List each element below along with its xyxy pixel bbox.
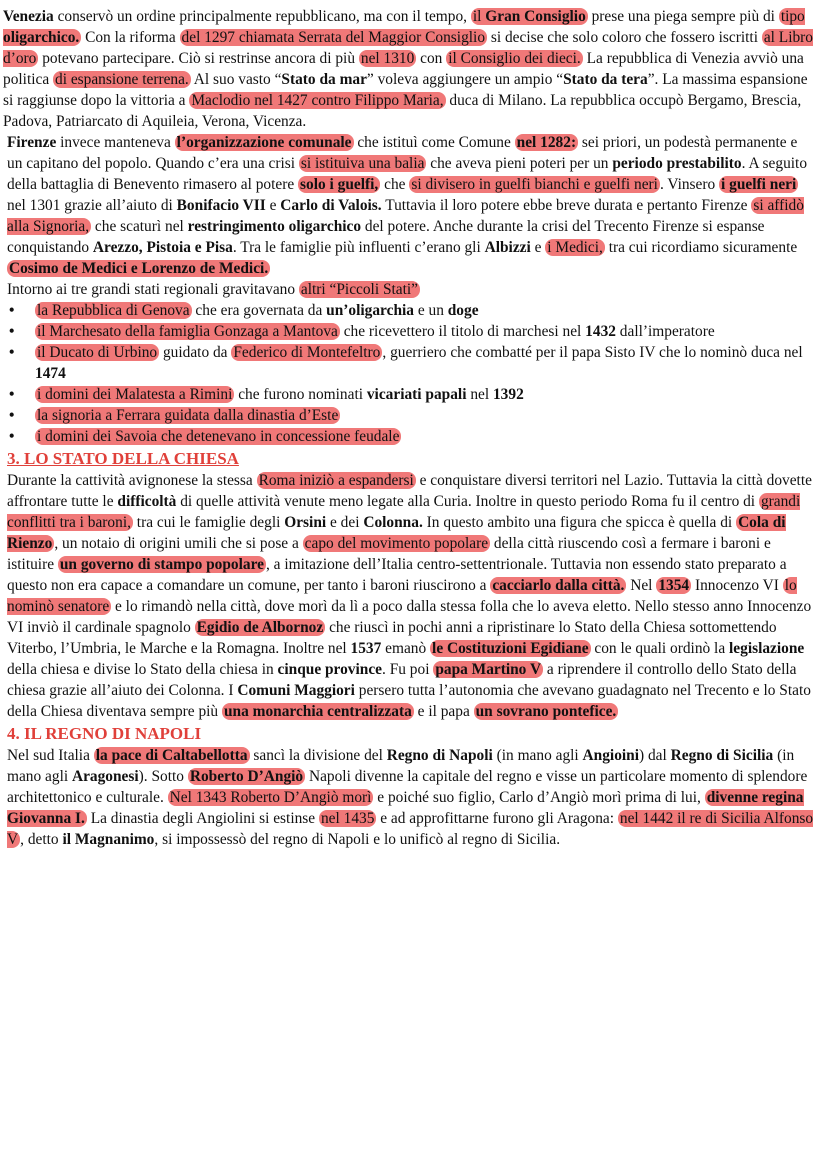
text-run: che ricevettero il titolo di marchesi nel — [339, 323, 586, 340]
text-run: La repubblica di Venezia avviò una politica — [3, 50, 804, 88]
text-run: e lo rimandò nella città, dove morì da lì a poco dalla stessa folla che lo aveva eletto. Nello stesso anno Innocenzo VI inviò il cardinale spagnolo — [7, 598, 812, 636]
bold-text: 1474 — [35, 365, 66, 382]
text-run: della città riuscendo così a fermare i baroni e istituire — [7, 535, 771, 573]
text-run: duca di Milano. La repubblica occupò Bergamo, Brescia, Padova, Patriarcato di Aquileia, Verona, Vicenza. — [3, 92, 802, 130]
bold-text: 1537 — [350, 640, 382, 657]
text-run: Innocenzo VI — [691, 577, 783, 594]
paragraph-chiesa — [3, 470, 816, 722]
bold-text: un’oligarchia — [326, 302, 414, 319]
text-run: , si impossessò del regno di Napoli e lo unificò al regno di Sicilia. — [154, 831, 561, 848]
bold-text: Arezzo, Pistoia e Pisa — [92, 239, 233, 256]
highlighted-text: la signoria a Ferrara guidata dalla dinastia d’Este — [37, 407, 339, 424]
text-run: Nel — [626, 577, 657, 594]
highlighted-text: i domini dei Malatesta a Rimini — [37, 386, 233, 403]
text-run: nel — [466, 386, 493, 403]
text-run: In questo ambito una figura che spicca è quella di — [422, 514, 737, 531]
text-run: che furono nominati — [234, 386, 367, 403]
list-item — [9, 426, 816, 447]
text-run: e un — [413, 302, 448, 319]
text-run: sancì la divisione del — [249, 747, 387, 764]
bold-text: vicariati papali — [366, 386, 467, 403]
text-run: dall’imperatore — [615, 323, 715, 340]
paragraph-piccoli-stati — [3, 279, 816, 300]
text-run: nel 1301 grazie all’aiuto di — [7, 197, 177, 214]
bold-text: restringimento oligarchico — [187, 218, 362, 235]
text-run: Tuttavia il loro potere ebbe breve durata e pertanto Firenze — [381, 197, 752, 214]
highlighted-text: il Consiglio dei dieci. — [448, 50, 581, 67]
paragraph-napoli — [3, 745, 816, 850]
highlighted-text: si istituiva una balia — [300, 155, 425, 172]
text-run: conservò un ordine principalmente repubblicano, ma con il tempo, — [53, 8, 471, 25]
highlighted-text: Maclodio nel 1427 contro Filippo Maria, — [191, 92, 444, 109]
highlighted-text: i guelfi neri — [721, 176, 797, 193]
bold-text: legislazione — [729, 640, 805, 657]
text-run: Durante la cattività avignonese la stessa — [7, 472, 257, 489]
bold-text: Stato da mar — [281, 71, 367, 88]
list-item — [9, 300, 816, 321]
highlighted-text: al Libro d’oro — [3, 29, 813, 67]
bold-text: Albizzi — [484, 239, 531, 256]
paragraph-venezia — [3, 6, 816, 132]
bold-text: Firenze — [7, 134, 57, 151]
list-item — [9, 342, 816, 384]
highlighted-text: il Ducato di Urbino — [37, 344, 158, 361]
text-run: e conquistare diversi territori nel Lazio. Tuttavia la città dovette affrontare tutte le — [7, 472, 812, 510]
highlighted-text: del 1297 chiamata Serrata del Maggior Consiglio — [181, 29, 486, 46]
text-run: ” voleva aggiungere un ampio “ — [366, 71, 564, 88]
text-run: (in mano agli — [492, 747, 583, 764]
highlighted-text: 1354 — [658, 577, 690, 594]
list-item — [9, 384, 816, 405]
text-run: della chiesa e divise lo Stato della chiesa in — [7, 661, 278, 678]
highlighted-text: si divisero in guelfi bianchi e guelfi neri — [411, 176, 658, 193]
highlighted-text: i domini dei Savoia che detenevano in concessione feudale — [37, 428, 400, 445]
text-run: e il papa — [413, 703, 474, 720]
highlighted-text: altri “Piccoli Stati” — [300, 281, 419, 298]
highlighted-text: le Costituzioni Egidiane — [432, 640, 589, 657]
bold-text: Colonna. — [363, 514, 423, 531]
text-run: a riprendere il controllo dello Stato della chiesa grazie all’aiuto dei Colonna. I — [7, 661, 797, 699]
highlighted-text: divenne regina Giovanna I. — [7, 789, 804, 827]
bold-text: difficoltà — [117, 493, 177, 510]
text-run: che era governata da — [191, 302, 327, 319]
piccoli-stati-list — [3, 300, 816, 447]
text-run: emanò — [381, 640, 431, 657]
text-run: e — [530, 239, 546, 256]
text-run: Napoli divenne la capitale del regno e visse un particolare momento di splendore architettonico e culturale. — [7, 768, 808, 806]
text-run: , un notaio di origini umili che si pose a — [54, 535, 303, 552]
text-run: invece manteneva — [56, 134, 175, 151]
text-run: , detto — [20, 831, 63, 848]
bold-text: Stato da tera — [563, 71, 648, 88]
highlighted-text: Federico di Montefeltro — [233, 344, 381, 361]
text-run: , guerriero che combatté per il papa Sisto IV che lo nominò duca nel — [382, 344, 803, 361]
text-run: . Tra le famiglie più influenti c’erano gli — [232, 239, 485, 256]
bold-text: periodo prestabilito — [612, 155, 742, 172]
text-run: ). Sotto — [138, 768, 188, 785]
heading-stato-chiesa: 3. LO STATO DELLA CHIESA — [7, 449, 239, 468]
highlighted-text: l’organizzazione comunale — [176, 134, 352, 151]
text-run: del potere. Anche durante la crisi del Trecento Firenze si espanse conquistando — [7, 218, 765, 256]
highlighted-text: Roberto D’Angiò — [189, 768, 304, 785]
highlighted-text: i Medici, — [547, 239, 603, 256]
highlighted-text: Nel 1343 Roberto D’Angiò morì — [169, 789, 372, 806]
text-run: che — [380, 176, 410, 193]
text-run: prese una piega sempre più di — [587, 8, 779, 25]
text-run: sei priori, un podestà permanente e un capitano del popolo. Quando c’era una crisi — [7, 134, 798, 172]
text-run: . A seguito della battaglia di Benevento rimasero al potere — [7, 155, 808, 193]
bold-text: Bonifacio VII — [176, 197, 266, 214]
text-run: e poiché suo figlio, Carlo d’Angiò morì prima di lui, — [373, 789, 705, 806]
bold-text: cinque province — [277, 661, 382, 678]
text-run: Al suo vasto “ — [190, 71, 282, 88]
bold-text: Comuni Maggiori — [237, 682, 355, 699]
highlighted-text: il Gran Consiglio — [472, 8, 586, 25]
highlighted-text: Roma iniziò a espandersi — [258, 472, 414, 489]
highlighted-text: Cosimo de Medici e Lorenzo de Medici. — [9, 260, 269, 277]
highlighted-text: capo del movimento popolare — [304, 535, 489, 552]
highlighted-text: nel 1310 — [360, 50, 415, 67]
text-run: , a imitazione dell’Italia centro-settentrionale. Tuttavia non essendo stato preparato a questo non era capace a comandare un comune, per tanto i baroni riuscirono a — [7, 556, 787, 594]
highlighted-text: papa Martino V — [435, 661, 542, 678]
text-run: persero tutta l’autonomia che avevano guadagnato nel Trecento e lo Stato della Chiesa diventava sempre più — [7, 682, 811, 720]
highlighted-text: un sovrano pontefice. — [475, 703, 617, 720]
highlighted-text: Egidio de Albornoz — [196, 619, 324, 636]
list-item — [9, 321, 816, 342]
highlighted-text: tipo oligarchico. — [3, 8, 805, 46]
highlighted-text: il Marchesato della famiglia Gonzaga a Mantova — [37, 323, 338, 340]
text-run: tra cui ricordiamo sicuramente — [604, 239, 798, 256]
highlighted-text: solo i guelfi, — [300, 176, 379, 193]
bold-text: Venezia — [3, 8, 54, 25]
highlighted-text: cacciarlo dalla città. — [492, 577, 625, 594]
text-run: e dei — [326, 514, 364, 531]
text-run: La dinastia degli Angiolini si estinse — [86, 810, 319, 827]
highlighted-text: un governo di stampo popolare — [59, 556, 264, 573]
text-run: . Fu poi — [382, 661, 434, 678]
bold-text: Regno di Napoli — [386, 747, 493, 764]
bold-text: Aragonesi — [71, 768, 139, 785]
bold-text: 1432 — [585, 323, 616, 340]
highlighted-text: Cola di Rienzo — [7, 514, 786, 552]
text-run: si decise che solo coloro che fossero iscritti — [487, 29, 762, 46]
list-item — [9, 405, 816, 426]
highlighted-text: nel 1442 il re di Sicilia Alfonso V — [7, 810, 814, 848]
text-run: con le quali ordinò la — [590, 640, 730, 657]
paragraph-firenze — [3, 132, 816, 279]
text-run: che riuscì in pochi anni a ripristinare lo Stato della Chiesa sottomettendo Viterbo, l’Umbria, le Marche e la Romagna. Inoltre nel — [7, 619, 777, 657]
text-run: Con la riforma — [81, 29, 180, 46]
text-run: di quelle attività venute meno legate alla Curia. Inoltre in questo periodo Roma fu il centro di — [176, 493, 759, 510]
text-run: (in mano agli — [7, 747, 795, 785]
text-run: . Vinsero — [659, 176, 720, 193]
highlighted-text: lo nominò senatore — [7, 577, 797, 615]
bold-text: il Magnanimo — [62, 831, 155, 848]
highlighted-text: grandi conflitti tra i baroni, — [7, 493, 801, 531]
bold-text: Regno di Sicilia — [670, 747, 774, 764]
bold-text: Angioini — [582, 747, 639, 764]
text-run: e — [265, 197, 281, 214]
text-run: guidato da — [159, 344, 232, 361]
highlighted-text: di espansione terrena. — [55, 71, 189, 88]
text-run: che scaturì nel — [91, 218, 188, 235]
highlighted-text: nel 1282: — [516, 134, 577, 151]
highlighted-text: una monarchia centralizzata — [223, 703, 412, 720]
bold-text: 1392 — [492, 386, 524, 403]
text-run: Intorno ai tre grandi stati regionali gravitavano — [7, 281, 299, 298]
highlighted-text: nel 1435 — [320, 810, 375, 827]
highlighted-text: la pace di Caltabellotta — [95, 747, 248, 764]
highlighted-text: si affidò alla Signoria, — [7, 197, 804, 235]
highlighted-text: la Repubblica di Genova — [37, 302, 190, 319]
bold-text: Carlo di Valois. — [280, 197, 382, 214]
heading-regno-napoli: 4. IL REGNO DI NAPOLI — [7, 724, 202, 743]
bold-text: doge — [447, 302, 479, 319]
text-run: che istituì come Comune — [353, 134, 515, 151]
text-run: con — [416, 50, 447, 67]
text-run: Nel sud Italia — [7, 747, 94, 764]
text-run: che aveva pieni poteri per un — [426, 155, 613, 172]
text-run: ) dal — [639, 747, 671, 764]
bold-text: Orsini — [284, 514, 327, 531]
text-run: potevano partecipare. Ciò si restrinse ancora di più — [38, 50, 359, 67]
text-run: e ad approfittarne furono gli Aragona: — [376, 810, 618, 827]
text-run: ”. La massima espansione si raggiunse dopo la vittoria a — [3, 71, 808, 109]
text-run: tra cui le famiglie degli — [132, 514, 285, 531]
